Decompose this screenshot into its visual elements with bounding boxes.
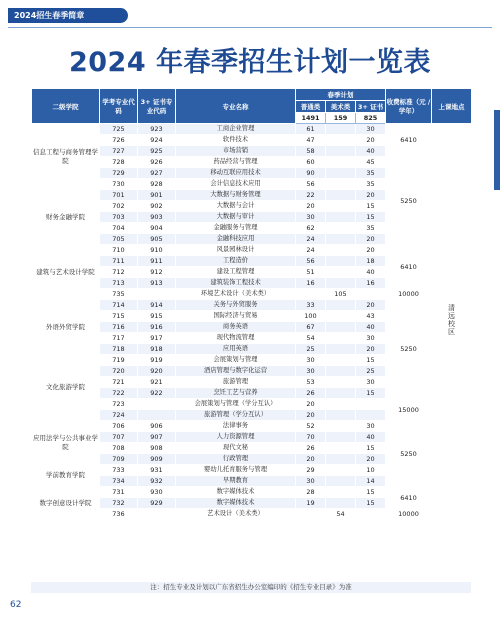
cert-code-cell: 901 <box>138 190 176 201</box>
plan-cert-cell: 15 <box>356 212 386 223</box>
plan-art-cell <box>326 322 356 333</box>
cert-code-cell: 903 <box>138 212 176 223</box>
table-row <box>32 421 472 432</box>
major-name-cell: 酒店管理与数字化运营 <box>176 366 296 377</box>
cert-code-cell: 916 <box>138 322 176 333</box>
cert-code-cell: 908 <box>138 443 176 454</box>
plan-regular-cell: 62 <box>296 223 326 234</box>
enrollment-plan-table <box>31 88 472 520</box>
plan-cert-cell: 15 <box>356 355 386 366</box>
major-name-cell: 旅游管理 <box>176 377 296 388</box>
major-name-cell: 大数据与财务管理 <box>176 190 296 201</box>
plan-regular-cell: 60 <box>296 157 326 168</box>
major-code-cell: 724 <box>100 410 138 421</box>
cert-code-cell: 922 <box>138 388 176 399</box>
plan-cert-cell: 40 <box>356 267 386 278</box>
col-cert: 3+ 证书 <box>356 101 386 113</box>
major-code-cell: 730 <box>100 179 138 190</box>
plan-art-cell <box>326 179 356 190</box>
table-row <box>32 487 472 498</box>
major-name-cell: 药品经营与管理 <box>176 157 296 168</box>
plan-art-cell <box>326 465 356 476</box>
major-name-cell: 会展策划与管理 <box>176 355 296 366</box>
major-name-cell: 市场营销 <box>176 146 296 157</box>
cert-code-cell: 905 <box>138 234 176 245</box>
page-title: 2024 年春季招生计划一览表 <box>68 47 432 78</box>
plan-cert-cell: 30 <box>356 421 386 432</box>
major-name-cell: 大数据与会计 <box>176 201 296 212</box>
major-code-cell: 725 <box>100 124 138 135</box>
major-code-cell: 728 <box>100 157 138 168</box>
major-name-cell: 早期教育 <box>176 476 296 487</box>
fee-cell: 5250 <box>386 157 432 245</box>
plan-regular-cell: 58 <box>296 146 326 157</box>
plan-cert-cell: 20 <box>356 344 386 355</box>
major-code-cell: 716 <box>100 322 138 333</box>
col-campus: 上课地点 <box>432 89 472 124</box>
major-code-cell: 736 <box>100 509 138 520</box>
plan-art-cell <box>326 223 356 234</box>
major-name-cell: 现代文秘 <box>176 443 296 454</box>
campus-label: 清远校区 <box>447 304 456 336</box>
plan-cert-cell: 43 <box>356 311 386 322</box>
cert-code-cell: 926 <box>138 157 176 168</box>
cert-code-cell <box>138 509 176 520</box>
major-code-cell: 733 <box>100 465 138 476</box>
major-code-cell: 718 <box>100 344 138 355</box>
major-code-cell: 723 <box>100 399 138 410</box>
plan-regular-cell: 30 <box>296 212 326 223</box>
cert-code-cell: 911 <box>138 256 176 267</box>
major-name-cell: 建设工程管理 <box>176 267 296 278</box>
plan-regular-cell: 54 <box>296 333 326 344</box>
major-code-cell: 703 <box>100 212 138 223</box>
enrollment-plan-table-wrap <box>31 88 471 520</box>
plan-cert-cell: 30 <box>356 333 386 344</box>
major-name-cell: 环境艺术设计（美术类） <box>176 289 296 300</box>
plan-regular-cell: 53 <box>296 377 326 388</box>
plan-regular-cell: 30 <box>296 355 326 366</box>
cert-code-cell: 924 <box>138 135 176 146</box>
plan-art-cell <box>326 476 356 487</box>
plan-art-cell <box>326 366 356 377</box>
cert-code-cell: 913 <box>138 278 176 289</box>
plan-art-cell <box>326 300 356 311</box>
cert-code-cell: 931 <box>138 465 176 476</box>
plan-art-cell <box>326 311 356 322</box>
major-name-cell: 行政管理 <box>176 454 296 465</box>
major-code-cell: 707 <box>100 432 138 443</box>
col-college: 二级学院 <box>32 89 100 124</box>
table-row <box>32 300 472 311</box>
plan-regular-cell: 90 <box>296 168 326 179</box>
major-code-cell: 731 <box>100 487 138 498</box>
major-name-cell: 法律事务 <box>176 421 296 432</box>
major-name-cell: 大数据与审计 <box>176 212 296 223</box>
plan-regular-cell: 100 <box>296 311 326 322</box>
plan-cert-cell: 20 <box>356 135 386 146</box>
major-name-cell: 婴幼儿托育服务与管理 <box>176 465 296 476</box>
plan-cert-cell: 35 <box>356 223 386 234</box>
college-cell: 数字创意设计学院 <box>32 487 100 520</box>
fee-cell: 10000 <box>386 289 432 300</box>
major-code-cell: 702 <box>100 201 138 212</box>
major-code-cell: 710 <box>100 245 138 256</box>
plan-art-cell <box>326 454 356 465</box>
major-name-cell: 会展策划与管理（学分互认） <box>176 399 296 410</box>
college-cell: 学前教育学院 <box>32 465 100 487</box>
col-major-code: 学考专业代码 <box>100 89 138 124</box>
major-name-cell: 应用英语 <box>176 344 296 355</box>
plan-regular-cell: 24 <box>296 245 326 256</box>
cert-code-cell: 906 <box>138 421 176 432</box>
major-code-cell: 727 <box>100 146 138 157</box>
major-name-cell: 商务英语 <box>176 322 296 333</box>
fee-cell: 6410 <box>386 487 432 509</box>
plan-cert-cell: 35 <box>356 168 386 179</box>
plan-regular-cell: 28 <box>296 487 326 498</box>
col-major-name: 专业名称 <box>176 89 296 124</box>
plan-regular-cell: 56 <box>296 179 326 190</box>
plan-art-cell <box>326 146 356 157</box>
plan-regular-cell: 70 <box>296 432 326 443</box>
fee-cell: 6410 <box>386 245 432 289</box>
total-regular: 1491 <box>296 113 326 124</box>
plan-cert-cell: 30 <box>356 124 386 135</box>
major-name-cell: 工程造价 <box>176 256 296 267</box>
plan-regular-cell: 20 <box>296 410 326 421</box>
side-accent-bar <box>494 110 500 190</box>
cert-code-cell: 930 <box>138 487 176 498</box>
plan-cert-cell: 18 <box>356 256 386 267</box>
campus-cell <box>432 124 472 520</box>
plan-art-cell <box>326 487 356 498</box>
table-row <box>32 124 472 135</box>
plan-cert-cell: 40 <box>356 322 386 333</box>
cert-code-cell: 928 <box>138 179 176 190</box>
plan-art-cell <box>326 333 356 344</box>
major-name-cell: 软件技术 <box>176 135 296 146</box>
major-code-cell: 721 <box>100 377 138 388</box>
plan-regular-cell: 25 <box>296 344 326 355</box>
major-name-cell: 旅游管理（学分互认） <box>176 410 296 421</box>
plan-regular-cell: 20 <box>296 201 326 212</box>
plan-cert-cell <box>356 410 386 421</box>
plan-art-cell <box>326 443 356 454</box>
college-cell: 文化旅游学院 <box>32 355 100 421</box>
cert-code-cell: 925 <box>138 146 176 157</box>
major-code-cell: 720 <box>100 366 138 377</box>
cert-code-cell: 907 <box>138 432 176 443</box>
major-name-cell: 移动互联应用技术 <box>176 168 296 179</box>
plan-regular-cell: 51 <box>296 267 326 278</box>
cert-code-cell: 909 <box>138 454 176 465</box>
major-code-cell: 701 <box>100 190 138 201</box>
major-name-cell: 数字媒体技术 <box>176 498 296 509</box>
cert-code-cell: 914 <box>138 300 176 311</box>
fee-cell: 15000 <box>386 399 432 421</box>
plan-art-cell <box>326 421 356 432</box>
major-code-cell: 734 <box>100 476 138 487</box>
major-name-cell: 金融科技应用 <box>176 234 296 245</box>
plan-cert-cell: 30 <box>356 377 386 388</box>
major-code-cell: 709 <box>100 454 138 465</box>
major-name-cell: 烹饪工艺与营养 <box>176 388 296 399</box>
plan-regular-cell: 26 <box>296 443 326 454</box>
plan-regular-cell: 67 <box>296 322 326 333</box>
fee-cell: 5250 <box>386 421 432 487</box>
major-code-cell: 706 <box>100 421 138 432</box>
college-cell: 外语外贸学院 <box>32 300 100 355</box>
plan-cert-cell <box>356 399 386 410</box>
cert-code-cell: 919 <box>138 355 176 366</box>
plan-art-cell <box>326 157 356 168</box>
plan-art-cell: 105 <box>296 289 386 300</box>
col-regular: 普通类 <box>296 101 326 113</box>
major-name-cell: 风景园林设计 <box>176 245 296 256</box>
plan-art-cell <box>326 399 356 410</box>
cert-code-cell: 904 <box>138 223 176 234</box>
major-name-cell: 人力资源管理 <box>176 432 296 443</box>
plan-regular-cell: 30 <box>296 366 326 377</box>
college-cell: 建筑与艺术设计学院 <box>32 245 100 300</box>
plan-art-cell <box>326 498 356 509</box>
plan-art-cell <box>326 410 356 421</box>
plan-cert-cell: 20 <box>356 190 386 201</box>
plan-regular-cell: 33 <box>296 300 326 311</box>
major-code-cell: 732 <box>100 498 138 509</box>
plan-art-cell <box>326 212 356 223</box>
col-art: 美术类 <box>326 101 356 113</box>
cert-code-cell: 918 <box>138 344 176 355</box>
page-number: 62 <box>10 600 22 610</box>
plan-cert-cell: 15 <box>356 498 386 509</box>
plan-cert-cell: 20 <box>356 454 386 465</box>
major-name-cell: 国际经济与贸易 <box>176 311 296 322</box>
total-cert: 825 <box>356 113 386 124</box>
plan-regular-cell: 16 <box>296 278 326 289</box>
fee-cell: 5250 <box>386 300 432 399</box>
col-fee: 收费标准（元 / 学年） <box>386 89 432 124</box>
cert-code-cell: 915 <box>138 311 176 322</box>
plan-regular-cell: 20 <box>296 454 326 465</box>
major-name-cell: 工商企业管理 <box>176 124 296 135</box>
plan-cert-cell: 14 <box>356 476 386 487</box>
cert-code-cell: 923 <box>138 124 176 135</box>
plan-art-cell <box>326 388 356 399</box>
major-name-cell: 数字媒体技术 <box>176 487 296 498</box>
plan-cert-cell: 15 <box>356 443 386 454</box>
cert-code-cell <box>138 289 176 300</box>
plan-art-cell <box>326 267 356 278</box>
cert-code-cell: 912 <box>138 267 176 278</box>
major-code-cell: 719 <box>100 355 138 366</box>
fee-cell: 6410 <box>386 124 432 157</box>
major-name-cell: 艺术设计（美术类） <box>176 509 296 520</box>
cert-code-cell: 910 <box>138 245 176 256</box>
plan-regular-cell: 52 <box>296 421 326 432</box>
plan-art-cell: 54 <box>296 509 386 520</box>
major-code-cell: 715 <box>100 311 138 322</box>
cert-code-cell: 902 <box>138 201 176 212</box>
plan-cert-cell: 40 <box>356 432 386 443</box>
plan-cert-cell: 20 <box>356 234 386 245</box>
table-body <box>32 124 472 520</box>
plan-art-cell <box>326 432 356 443</box>
cert-code-cell: 920 <box>138 366 176 377</box>
cert-code-cell: 927 <box>138 168 176 179</box>
major-name-cell: 会计信息技术应用 <box>176 179 296 190</box>
cert-code-cell: 932 <box>138 476 176 487</box>
plan-art-cell <box>326 168 356 179</box>
major-code-cell: 726 <box>100 135 138 146</box>
plan-art-cell <box>326 201 356 212</box>
college-cell: 信息工程与商务管理学院 <box>32 124 100 190</box>
plan-regular-cell: 56 <box>296 256 326 267</box>
college-cell: 应用法学与公共事业学院 <box>32 421 100 465</box>
col-cert-code: 3+ 证书专业代码 <box>138 89 176 124</box>
plan-regular-cell: 20 <box>296 399 326 410</box>
cert-code-cell: 921 <box>138 377 176 388</box>
fee-cell: 10000 <box>386 509 432 520</box>
major-code-cell: 704 <box>100 223 138 234</box>
college-cell: 财务金融学院 <box>32 190 100 245</box>
plan-cert-cell: 45 <box>356 157 386 168</box>
footnote: 注：招生专业及计划以广东省招生办公室编印的《招生专业目录》为准 <box>31 582 471 593</box>
plan-art-cell <box>326 256 356 267</box>
major-code-cell: 729 <box>100 168 138 179</box>
major-code-cell: 714 <box>100 300 138 311</box>
plan-art-cell <box>326 124 356 135</box>
major-code-cell: 735 <box>100 289 138 300</box>
major-name-cell: 建筑装饰工程技术 <box>176 278 296 289</box>
plan-cert-cell: 20 <box>356 300 386 311</box>
plan-art-cell <box>326 377 356 388</box>
plan-art-cell <box>326 190 356 201</box>
major-code-cell: 708 <box>100 443 138 454</box>
plan-regular-cell: 26 <box>296 388 326 399</box>
major-code-cell: 711 <box>100 256 138 267</box>
total-art: 159 <box>326 113 356 124</box>
cert-code-cell <box>138 399 176 410</box>
major-name-cell: 关务与外贸服务 <box>176 300 296 311</box>
plan-regular-cell: 61 <box>296 124 326 135</box>
plan-cert-cell: 16 <box>356 278 386 289</box>
cert-code-cell <box>138 410 176 421</box>
header-badge: 2024招生春季简章 <box>8 8 128 23</box>
major-code-cell: 712 <box>100 267 138 278</box>
plan-cert-cell: 20 <box>356 245 386 256</box>
plan-regular-cell: 29 <box>296 465 326 476</box>
plan-regular-cell: 47 <box>296 135 326 146</box>
plan-cert-cell: 15 <box>356 487 386 498</box>
major-code-cell: 705 <box>100 234 138 245</box>
plan-art-cell <box>326 234 356 245</box>
plan-art-cell <box>326 355 356 366</box>
plan-regular-cell: 22 <box>296 190 326 201</box>
major-name-cell: 金融服务与管理 <box>176 223 296 234</box>
cert-code-cell: 917 <box>138 333 176 344</box>
plan-art-cell <box>326 278 356 289</box>
plan-regular-cell: 24 <box>296 234 326 245</box>
major-name-cell: 现代物流管理 <box>176 333 296 344</box>
major-code-cell: 713 <box>100 278 138 289</box>
col-plan: 春季计划 <box>296 89 386 101</box>
plan-cert-cell: 40 <box>356 146 386 157</box>
plan-cert-cell: 15 <box>356 388 386 399</box>
header-divider <box>8 27 492 28</box>
plan-art-cell <box>326 344 356 355</box>
plan-art-cell <box>326 135 356 146</box>
plan-cert-cell: 35 <box>356 179 386 190</box>
plan-art-cell <box>326 245 356 256</box>
plan-regular-cell: 30 <box>296 476 326 487</box>
major-code-cell: 717 <box>100 333 138 344</box>
plan-cert-cell: 15 <box>356 201 386 212</box>
table-row <box>32 245 472 256</box>
plan-cert-cell: 25 <box>356 366 386 377</box>
plan-regular-cell: 19 <box>296 498 326 509</box>
cert-code-cell: 929 <box>138 498 176 509</box>
major-code-cell: 722 <box>100 388 138 399</box>
plan-cert-cell: 10 <box>356 465 386 476</box>
